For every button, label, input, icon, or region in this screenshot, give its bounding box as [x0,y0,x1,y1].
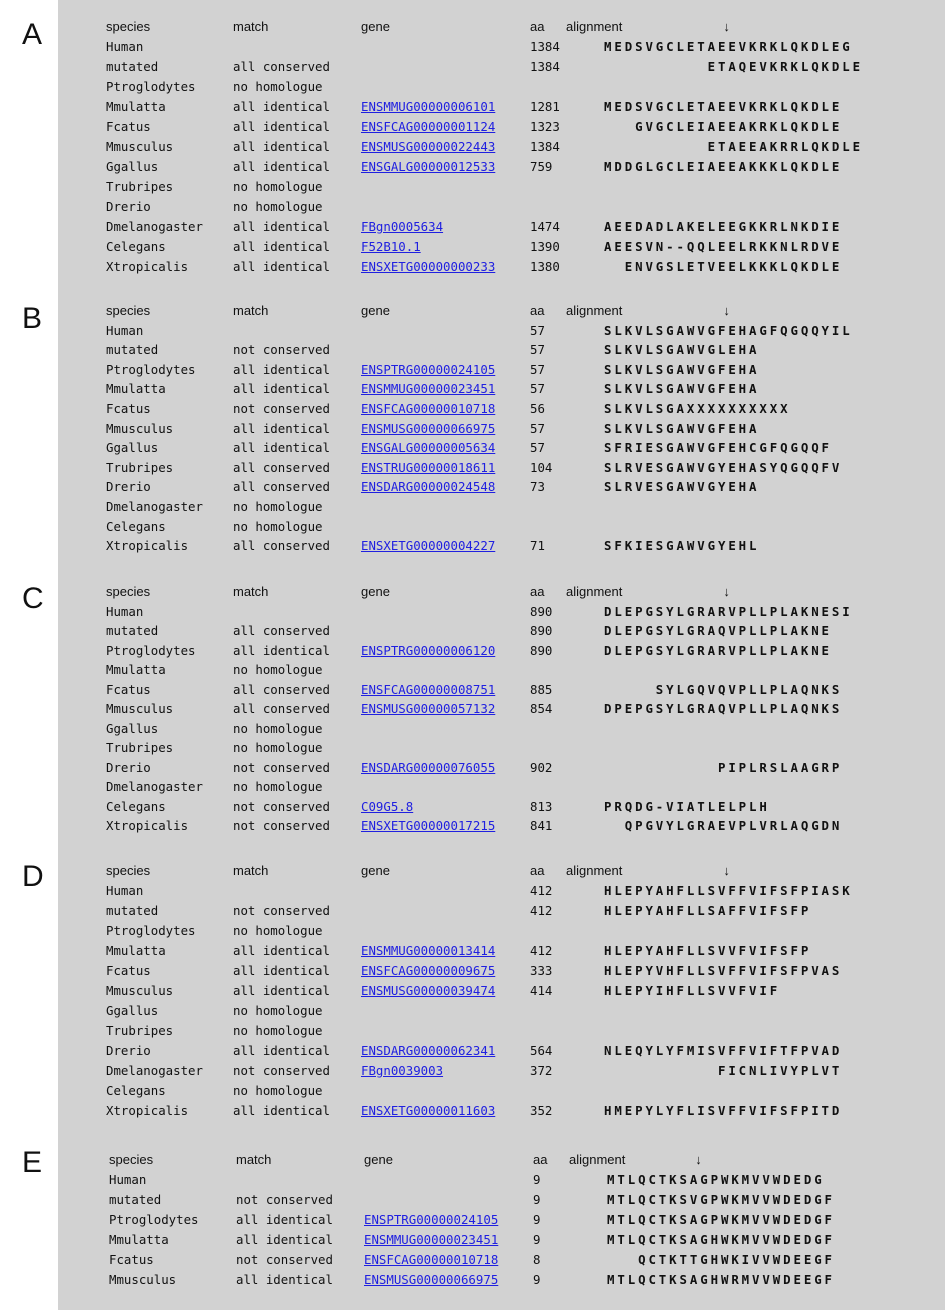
gene-link[interactable]: ENSFCAG00000010718 [364,1252,499,1267]
match-cell: no homologue [233,1023,323,1038]
alignment-sequence: HLEPYAHFLLSVFFVIFSFPIASK [604,883,853,898]
match-cell: no homologue [233,499,323,514]
panel-label: B [22,302,43,335]
aa-position-cell: 1390 [530,239,560,254]
species-cell: Drerio [106,479,151,495]
alignment-sequence: SFKIESGAWVGYEHL [604,538,760,554]
header-alignment: alignment [569,1152,626,1167]
alignment-sequence: SFRIESGAWVGFEHCGFQGQQF [604,440,832,456]
alignment-sequence: SLRVESGAWVGYEHASYQGQQFV [604,459,843,475]
species-cell: Mmulatta [106,381,166,397]
gene-link[interactable]: ENSFCAG00000009675 [361,963,496,978]
panel-label: D [22,860,44,893]
match-cell: not conserved [236,1192,333,1207]
match-cell: no homologue [233,923,323,938]
gene-link[interactable]: ENSFCAG00000010718 [361,401,496,416]
gene-link[interactable]: ENSFCAG00000001124 [361,119,496,134]
alignment-sequence: HLEPYVHFLLSVFFVIFSFPVAS [604,963,843,978]
aa-position-cell: 890 [530,603,553,619]
species-cell: Xtropicalis [106,818,189,833]
alignment-sequence: ETAQEVKRKLQKDLE [604,59,863,74]
aa-position-cell: 1474 [530,219,560,234]
aa-position-cell: 57 [530,440,545,456]
match-cell: all identical [233,642,330,658]
aa-position-cell: 759 [530,159,553,174]
aa-position-cell: 1384 [530,139,560,154]
header-species: species [106,863,151,878]
alignment-sequence: MTLQCTKSAGHWRMVVWDEEGF [607,1272,835,1287]
header-species: species [106,19,151,34]
match-cell: all conserved [233,681,330,697]
alignment-sequence: MTLQCTKSAGPWKMVVWDEDGF [607,1212,835,1227]
aa-position-cell: 73 [530,479,545,495]
species-cell: Mmulatta [106,662,166,677]
header-match: match [233,863,269,878]
header-gene: gene [361,19,390,34]
species-cell: Ptroglodytes [106,79,196,94]
header-match: match [233,584,269,599]
match-cell: no homologue [233,662,323,677]
aa-position-cell: 57 [530,322,545,338]
species-cell: Ptroglodytes [106,923,196,938]
gene-link[interactable]: ENSXETG00000017215 [361,818,496,833]
species-cell: Fcatus [109,1252,154,1267]
species-cell: mutated [109,1192,162,1207]
species-cell: Xtropicalis [106,1103,189,1118]
gene-link[interactable]: ENSMMUG00000023451 [364,1232,499,1247]
match-cell: all conserved [233,701,330,716]
position-arrow-icon: ↓ [723,863,730,878]
header-species: species [106,303,151,318]
match-cell: all conserved [233,479,330,495]
gene-link[interactable]: ENSTRUG00000018611 [361,459,496,475]
match-cell: all conserved [233,459,330,475]
match-cell: all identical [233,219,330,234]
aa-position-cell: 412 [530,883,553,898]
match-cell: not conserved [233,798,330,814]
match-cell: all identical [233,139,330,154]
alignment-sequence: QPGVYLGRAEVPLVRLAQGDN [604,818,843,833]
aa-position-cell: 9 [533,1212,541,1227]
species-cell: Human [106,322,144,338]
match-cell: no homologue [233,199,323,214]
gene-link[interactable]: ENSDARG00000062341 [361,1043,496,1058]
aa-position-cell: 813 [530,798,553,814]
header-aa: aa [530,863,545,878]
species-cell: Ptroglodytes [106,642,196,658]
panel-label: C [22,582,44,615]
match-cell: no homologue [233,518,323,534]
match-cell: all identical [233,259,330,274]
header-match: match [233,19,269,34]
alignment-sequence: SLKVLSGAWVGLEHA [604,342,760,358]
species-cell: Trubripes [106,179,174,194]
species-cell: Fcatus [106,401,151,416]
gene-link[interactable]: ENSMMUG00000006101 [361,99,496,114]
aa-position-cell: 9 [533,1232,541,1247]
match-cell: not conserved [233,1063,330,1078]
match-cell: all conserved [233,623,330,638]
species-cell: Mmulatta [109,1232,169,1247]
header-gene: gene [361,303,390,318]
species-cell: Fcatus [106,119,151,134]
species-cell: Xtropicalis [106,538,189,554]
alignment-sequence: SLKVLSGAWVGFEHAGFQGQQYIL [604,322,853,338]
alignment-sequence: PRQDG-VIATLELPLH [604,798,770,814]
gene-link[interactable]: ENSPTRG00000024105 [364,1212,499,1227]
alignment-sequence: DLEPGSYLGRARVPLLPLAKNESI [604,603,853,619]
match-cell: no homologue [233,1003,323,1018]
alignment-sequence: MTLQCTKSAGHWKMVVWDEDGF [607,1232,835,1247]
header-gene: gene [361,584,390,599]
gene-link[interactable]: ENSDARG00000024548 [361,479,496,495]
species-cell: Ptroglodytes [106,361,196,377]
alignment-sequence: ETAEEAKRRLQKDLE [604,139,863,154]
alignment-sequence: QCTKTTGHWKIVVWDEEGF [607,1252,835,1267]
alignment-sequence: DLEPGSYLGRAQVPLLPLAKNE [604,623,832,638]
gene-link[interactable]: ENSGALG00000012533 [361,159,496,174]
match-cell: all identical [233,963,330,978]
alignment-sequence: MTLQCTKSVGPWKMVVWDEDGF [607,1192,835,1207]
match-cell: all identical [233,119,330,134]
alignment-sequence: GVGCLEIAEEAKRKLQKDLE [604,119,843,134]
species-cell: Xtropicalis [106,259,189,274]
species-cell: Dmelanogaster [106,499,203,514]
aa-position-cell: 372 [530,1063,553,1078]
species-cell: Fcatus [106,681,151,697]
aa-position-cell: 414 [530,983,553,998]
match-cell: not conserved [233,759,330,775]
aa-position-cell: 9 [533,1172,541,1187]
alignment-sequence: SLRVESGAWVGYEHA [604,479,760,495]
species-cell: Celegans [106,518,166,534]
alignment-sequence: DPEPGSYLGRAQVPLLPLAQNKS [604,701,843,716]
gene-link[interactable]: ENSMUSG00000066975 [361,420,496,436]
gene-link[interactable]: FBgn0039003 [361,1063,444,1078]
aa-position-cell: 1323 [530,119,560,134]
species-cell: Mmulatta [106,99,166,114]
aa-position-cell: 57 [530,361,545,377]
aa-position-cell: 890 [530,642,553,658]
species-cell: Trubripes [106,740,174,755]
species-cell: Celegans [106,239,166,254]
species-cell: Fcatus [106,963,151,978]
aa-position-cell: 9 [533,1192,541,1207]
header-gene: gene [361,863,390,878]
species-cell: Human [106,39,144,54]
match-cell: all identical [233,1103,330,1118]
aa-position-cell: 885 [530,681,553,697]
gene-link[interactable]: ENSMUSG00000066975 [364,1272,499,1287]
species-cell: Human [109,1172,147,1187]
aa-position-cell: 1281 [530,99,560,114]
aa-position-cell: 104 [530,459,553,475]
match-cell: all conserved [233,59,330,74]
header-aa: aa [530,303,545,318]
alignment-sequence: HLEPYAHFLLSAFFVIFSFP [604,903,812,918]
position-arrow-icon: ↓ [723,19,730,34]
aa-position-cell: 8 [533,1252,541,1267]
alignment-sequence: HMEPYLYFLISVFFVIFSFPITD [604,1103,843,1118]
gene-link[interactable]: FBgn0005634 [361,219,444,234]
gene-link[interactable]: ENSXETG00000004227 [361,538,496,554]
species-cell: Mmusculus [106,420,174,436]
match-cell: all identical [233,99,330,114]
match-cell: all identical [233,943,330,958]
gene-link[interactable]: ENSMUSG00000022443 [361,139,496,154]
match-cell: all identical [233,159,330,174]
position-arrow-icon: ↓ [695,1152,702,1167]
alignment-sequence: SLKVLSGAXXXXXXXXXX [604,401,791,416]
gene-link[interactable]: ENSGALG00000005634 [361,440,496,456]
match-cell: all identical [233,361,330,377]
species-cell: Mmusculus [106,139,174,154]
aa-position-cell: 352 [530,1103,553,1118]
species-cell: Mmusculus [109,1272,177,1287]
species-cell: Mmusculus [106,983,174,998]
aa-position-cell: 412 [530,903,553,918]
species-cell: mutated [106,59,159,74]
panel-label: A [22,18,43,51]
alignment-sequence: SLKVLSGAWVGFEHA [604,361,760,377]
species-cell: Dmelanogaster [106,219,203,234]
gene-link[interactable]: ENSMMUG00000023451 [361,381,496,397]
aa-position-cell: 564 [530,1043,553,1058]
alignment-sequence: AEESVN--QQLEELRKKNLRDVE [604,239,843,254]
species-cell: Mmulatta [106,943,166,958]
header-alignment: alignment [566,19,623,34]
header-species: species [106,584,151,599]
position-arrow-icon: ↓ [723,303,730,318]
alignment-sequence: NLEQYLYFMISVFFVIFTFPVAD [604,1043,843,1058]
alignment-sequence: DLEPGSYLGRARVPLLPLAKNE [604,642,832,658]
species-cell: Trubripes [106,459,174,475]
alignment-sequence: MDDGLGCLEIAEEAKKKLQKDLE [604,159,843,174]
gene-link[interactable]: F52B10.1 [361,239,421,254]
alignment-sequence: FICNLIVYPLVT [604,1063,843,1078]
alignment-sequence: MEDSVGCLETAEEVKRKLQKDLEG [604,39,853,54]
aa-position-cell: 1384 [530,59,560,74]
species-cell: mutated [106,903,159,918]
alignment-sequence: SLKVLSGAWVGFEHA [604,381,760,397]
aa-position-cell: 902 [530,759,553,775]
match-cell: all identical [233,983,330,998]
aa-position-cell: 412 [530,943,553,958]
aa-position-cell: 1380 [530,259,560,274]
header-alignment: alignment [566,584,623,599]
gene-link[interactable]: ENSPTRG00000024105 [361,361,496,377]
gene-link[interactable]: ENSDARG00000076055 [361,759,496,775]
species-cell: Ggallus [106,720,159,736]
match-cell: no homologue [233,740,323,755]
species-cell: Ggallus [106,1003,159,1018]
aa-position-cell: 854 [530,701,553,716]
gene-link[interactable]: ENSMMUG00000013414 [361,943,496,958]
match-cell: all identical [236,1272,333,1287]
header-aa: aa [533,1152,548,1167]
alignment-sequence: HLEPYAHFLLSVVFVIFSFP [604,943,812,958]
aa-position-cell: 841 [530,818,553,833]
panel-label: E [22,1146,43,1179]
match-cell: all identical [233,1043,330,1058]
gene-link[interactable]: ENSXETG00000000233 [361,259,496,274]
match-cell: all identical [233,420,330,436]
species-cell: Mmusculus [106,701,174,716]
alignment-sequence: HLEPYIHFLLSVVFVIF [604,983,781,998]
aa-position-cell: 71 [530,538,545,554]
header-match: match [233,303,269,318]
species-cell: Ptroglodytes [109,1212,199,1227]
match-cell: no homologue [233,1083,323,1098]
header-aa: aa [530,584,545,599]
match-cell: no homologue [233,779,323,794]
species-cell: Drerio [106,759,151,775]
alignment-sequence: SYLGQVQVPLLPLAQNKS [604,681,843,697]
species-cell: Human [106,603,144,619]
gene-link[interactable]: C09G5.8 [361,798,414,814]
aa-position-cell: 57 [530,381,545,397]
gene-link[interactable]: ENSMUSG00000057132 [361,701,496,716]
match-cell: not conserved [236,1252,333,1267]
aa-position-cell: 333 [530,963,553,978]
header-species: species [109,1152,154,1167]
aa-position-cell: 9 [533,1272,541,1287]
species-cell: mutated [106,623,159,638]
match-cell: all identical [233,440,330,456]
match-cell: all identical [236,1212,333,1227]
species-cell: Ggallus [106,440,159,456]
header-aa: aa [530,19,545,34]
match-cell: all conserved [233,538,330,554]
match-cell: no homologue [233,720,323,736]
aa-position-cell: 890 [530,623,553,638]
position-arrow-icon: ↓ [723,584,730,599]
match-cell: no homologue [233,79,323,94]
gene-link[interactable]: ENSMUSG00000039474 [361,983,496,998]
match-cell: not conserved [233,401,330,416]
alignment-sequence: MTLQCTKSAGPWKMVVWDEDG [607,1172,825,1187]
alignment-sequence: PIPLRSLAAGRP [604,759,843,775]
aa-position-cell: 57 [530,342,545,358]
header-gene: gene [364,1152,393,1167]
match-cell: not conserved [233,818,330,833]
header-match: match [236,1152,272,1167]
match-cell: not conserved [233,903,330,918]
match-cell: all identical [236,1232,333,1247]
aa-position-cell: 57 [530,420,545,436]
species-cell: Celegans [106,798,166,814]
species-cell: Dmelanogaster [106,779,203,794]
gene-link[interactable]: ENSPTRG00000006120 [361,642,496,658]
gene-link[interactable]: ENSXETG00000011603 [361,1103,496,1118]
gene-link[interactable]: ENSFCAG00000008751 [361,681,496,697]
match-cell: no homologue [233,179,323,194]
species-cell: mutated [106,342,159,358]
match-cell: all identical [233,239,330,254]
species-cell: Drerio [106,1043,151,1058]
alignment-sequence: AEEDADLAKELEEGKKRLNKDIE [604,219,843,234]
header-alignment: alignment [566,863,623,878]
species-cell: Drerio [106,199,151,214]
match-cell: not conserved [233,342,330,358]
species-cell: Human [106,883,144,898]
alignment-sequence: ENVGSLETVEELKKKLQKDLE [604,259,843,274]
match-cell: all identical [233,381,330,397]
alignment-sequence: MEDSVGCLETAEEVKRKLQKDLE [604,99,843,114]
aa-position-cell: 1384 [530,39,560,54]
species-cell: Dmelanogaster [106,1063,203,1078]
species-cell: Celegans [106,1083,166,1098]
species-cell: Trubripes [106,1023,174,1038]
aa-position-cell: 56 [530,401,545,416]
header-alignment: alignment [566,303,623,318]
alignment-sequence: SLKVLSGAWVGFEHA [604,420,760,436]
species-cell: Ggallus [106,159,159,174]
